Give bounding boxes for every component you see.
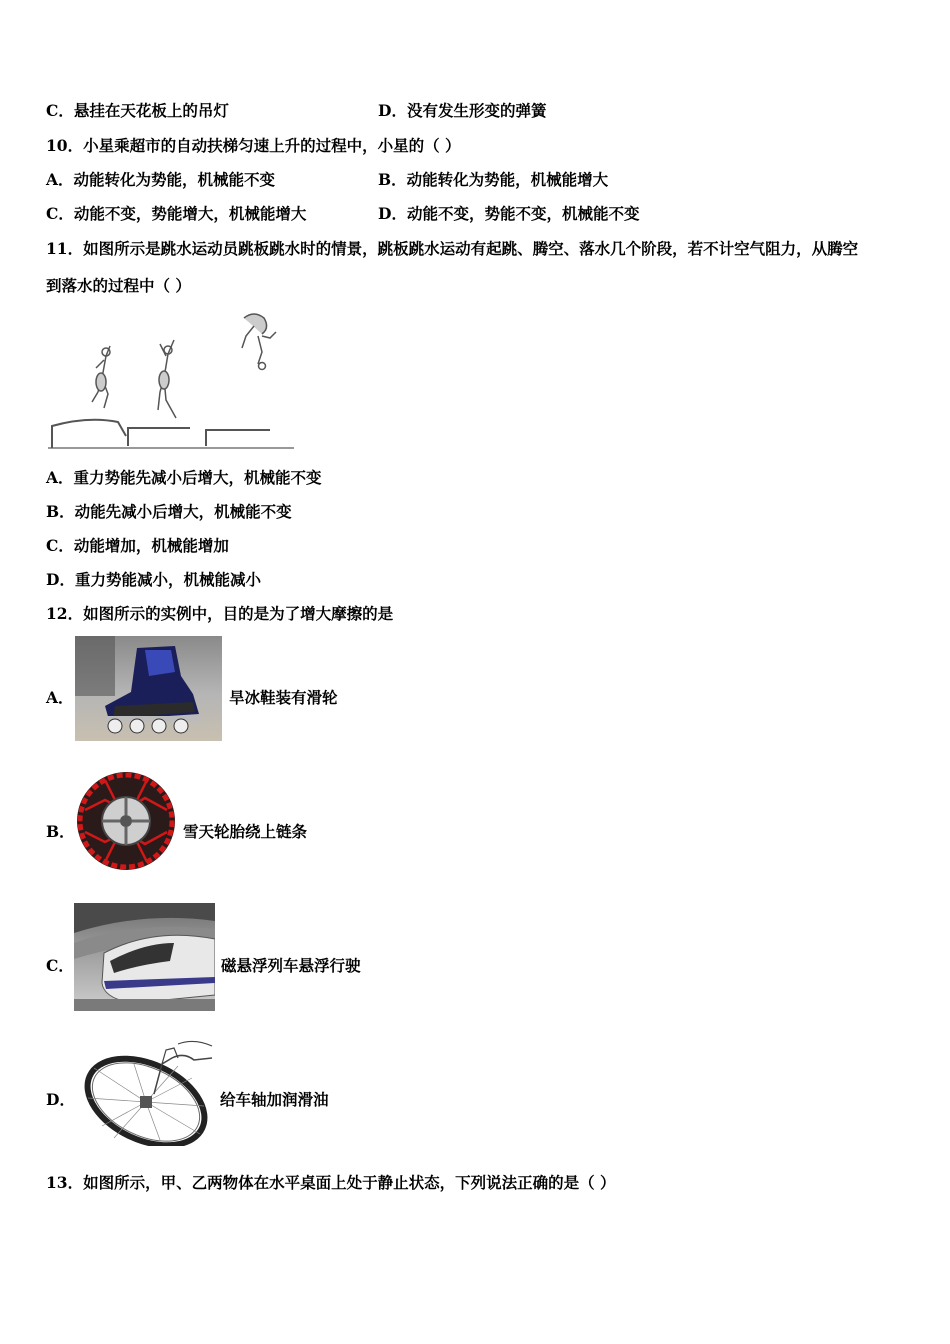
q11-option-c: C．动能增加，机械能增加 — [46, 536, 229, 555]
q9-option-d: D．没有发生形变的弹簧 — [378, 101, 547, 120]
q10-stem: 10．小星乘超市的自动扶梯匀速上升的过程中，小星的（ ） — [46, 136, 461, 155]
q11-option-a: A．重力势能先减小后增大，机械能不变 — [46, 468, 322, 487]
q12-option-c-text: 磁悬浮列车悬浮行驶 — [221, 956, 361, 975]
maglev-train-image — [74, 903, 215, 1011]
q9-option-c: C．悬挂在天花板上的吊灯 — [46, 101, 229, 120]
q12-option-c-label: C． — [46, 956, 74, 975]
q10-option-b: B．动能转化为势能，机械能增大 — [378, 170, 609, 189]
tire-chain-image — [75, 770, 177, 872]
q12-option-b-label: B． — [46, 822, 75, 841]
q12-option-a-text: 旱冰鞋装有滑轮 — [229, 688, 338, 707]
q11-option-b: B．动能先减小后增大，机械能不变 — [46, 502, 292, 521]
diving-figure — [48, 308, 298, 452]
q11-option-d: D．重力势能减小，机械能减小 — [46, 570, 261, 589]
q12-option-a-label: A． — [46, 688, 74, 707]
roller-skate-image — [75, 636, 222, 741]
q12-option-d-text: 给车轴加润滑油 — [220, 1090, 329, 1109]
q12-option-d-label: D． — [46, 1090, 75, 1109]
q10-option-a: A．动能转化为势能，机械能不变 — [46, 170, 276, 189]
q12-stem: 12．如图所示的实例中，目的是为了增大摩擦的是 — [46, 604, 394, 623]
bicycle-wheel-oil-image — [74, 1038, 216, 1146]
q13-stem: 13．如图所示，甲、乙两物体在水平桌面上处于静止状态，下列说法正确的是（ ） — [46, 1173, 616, 1192]
q12-option-b-text: 雪天轮胎绕上链条 — [183, 822, 308, 841]
q11-stem-line1: 11．如图所示是跳水运动员跳板跳水时的情景，跳板跳水运动有起跳、腾空、落水几个阶段，若不计空气阻力，从腾空 — [46, 239, 859, 258]
q10-option-d: D．动能不变，势能不变，机械能不变 — [378, 204, 640, 223]
q11-stem-line2: 到落水的过程中（ ） — [46, 276, 191, 295]
q10-option-c: C．动能不变，势能增大，机械能增大 — [46, 204, 307, 223]
